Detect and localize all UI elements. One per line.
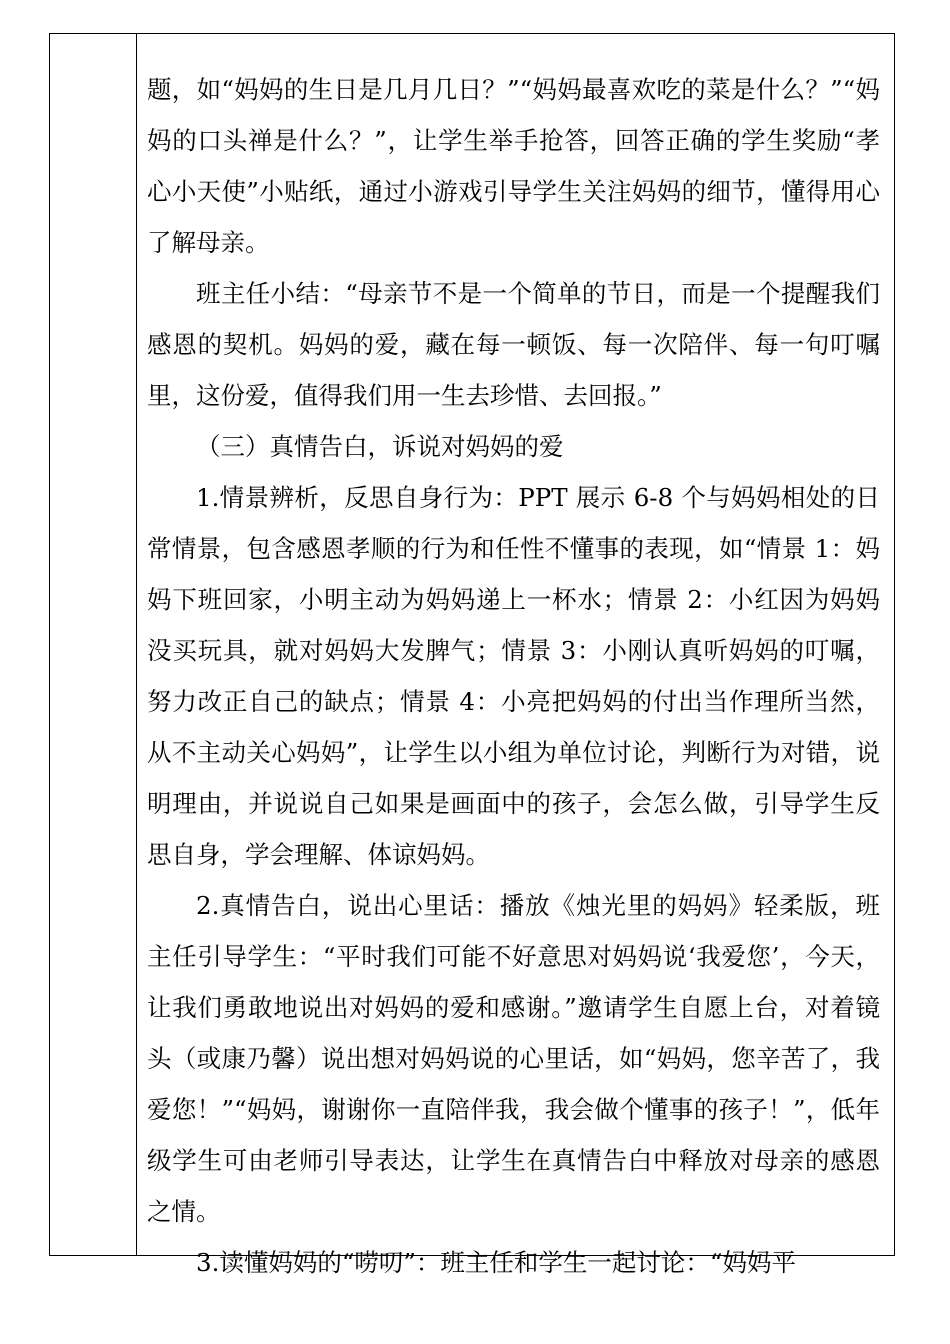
paragraph-quiz-continuation: 题，如“妈妈的生日是几月几日？”“妈妈最喜欢吃的菜是什么？”“妈妈的口头禅是什么？”，让学生举手抢答，回答正确的学生奖励“孝心小天使”小贴纸，通过小游戏引导学生关注妈妈的细节，懂得用心了解母亲。 <box>147 75 880 257</box>
section-heading-3: （三）真情告白，诉说对妈妈的爱 <box>196 432 564 461</box>
table-frame <box>49 33 895 1277</box>
content-cell <box>137 34 894 1277</box>
left-column-cell <box>50 34 137 1255</box>
paragraph-teacher-summary: 班主任小结：“母亲节不是一个简单的节日，而是一个提醒我们感恩的契机。妈妈的爱，藏在每一顿饭、每一次陪伴、每一句叮嘱里，这份爱，值得我们用一生去珍惜、去回报。” <box>147 279 880 410</box>
paragraph-scenario-analysis: 1.情景辨析，反思自身行为：PPT 展示 6-8 个与妈妈相处的日常情景，包含感恩孝顺的行为和任性不懂事的表现，如“情景 1：妈妈下班回家，小明主动为妈妈递上一杯水；情景 2：小红因为妈妈没买玩具，就对妈妈大发脾气；情景 3：小刚认真听妈妈的叮嘱，努力改正自己的缺点；情景 4：小亮把妈妈的付出当作理所当然，从不主动关心妈妈”，让学生以小组为单位讨论，判断行为对错，说明理由，并说说自己如果是画面中的孩子，会怎么做，引导学生反思自身，学会理解、体谅妈妈。 <box>147 483 880 869</box>
paragraph-understanding-nagging: 3.读懂妈妈的“唠叨”：班主任和学生一起讨论：“妈妈平 <box>196 1248 796 1277</box>
paragraph-heartfelt-confession: 2.真情告白，说出心里话：播放《烛光里的妈妈》轻柔版，班主任引导学生：“平时我们可能不好意思对妈妈说‘我爱您’，今天，让我们勇敢地说出对妈妈的爱和感谢。”邀请学生自愿上台，对着镜头（或康乃馨）说出想对妈妈说的心里话，如“妈妈，您辛苦了，我爱您！”“妈妈，谢谢你一直陪伴我，我会做个懂事的孩子！”，低年级学生可由老师引导表达，让学生在真情告白中释放对母亲的感恩之情。 <box>147 891 880 1226</box>
